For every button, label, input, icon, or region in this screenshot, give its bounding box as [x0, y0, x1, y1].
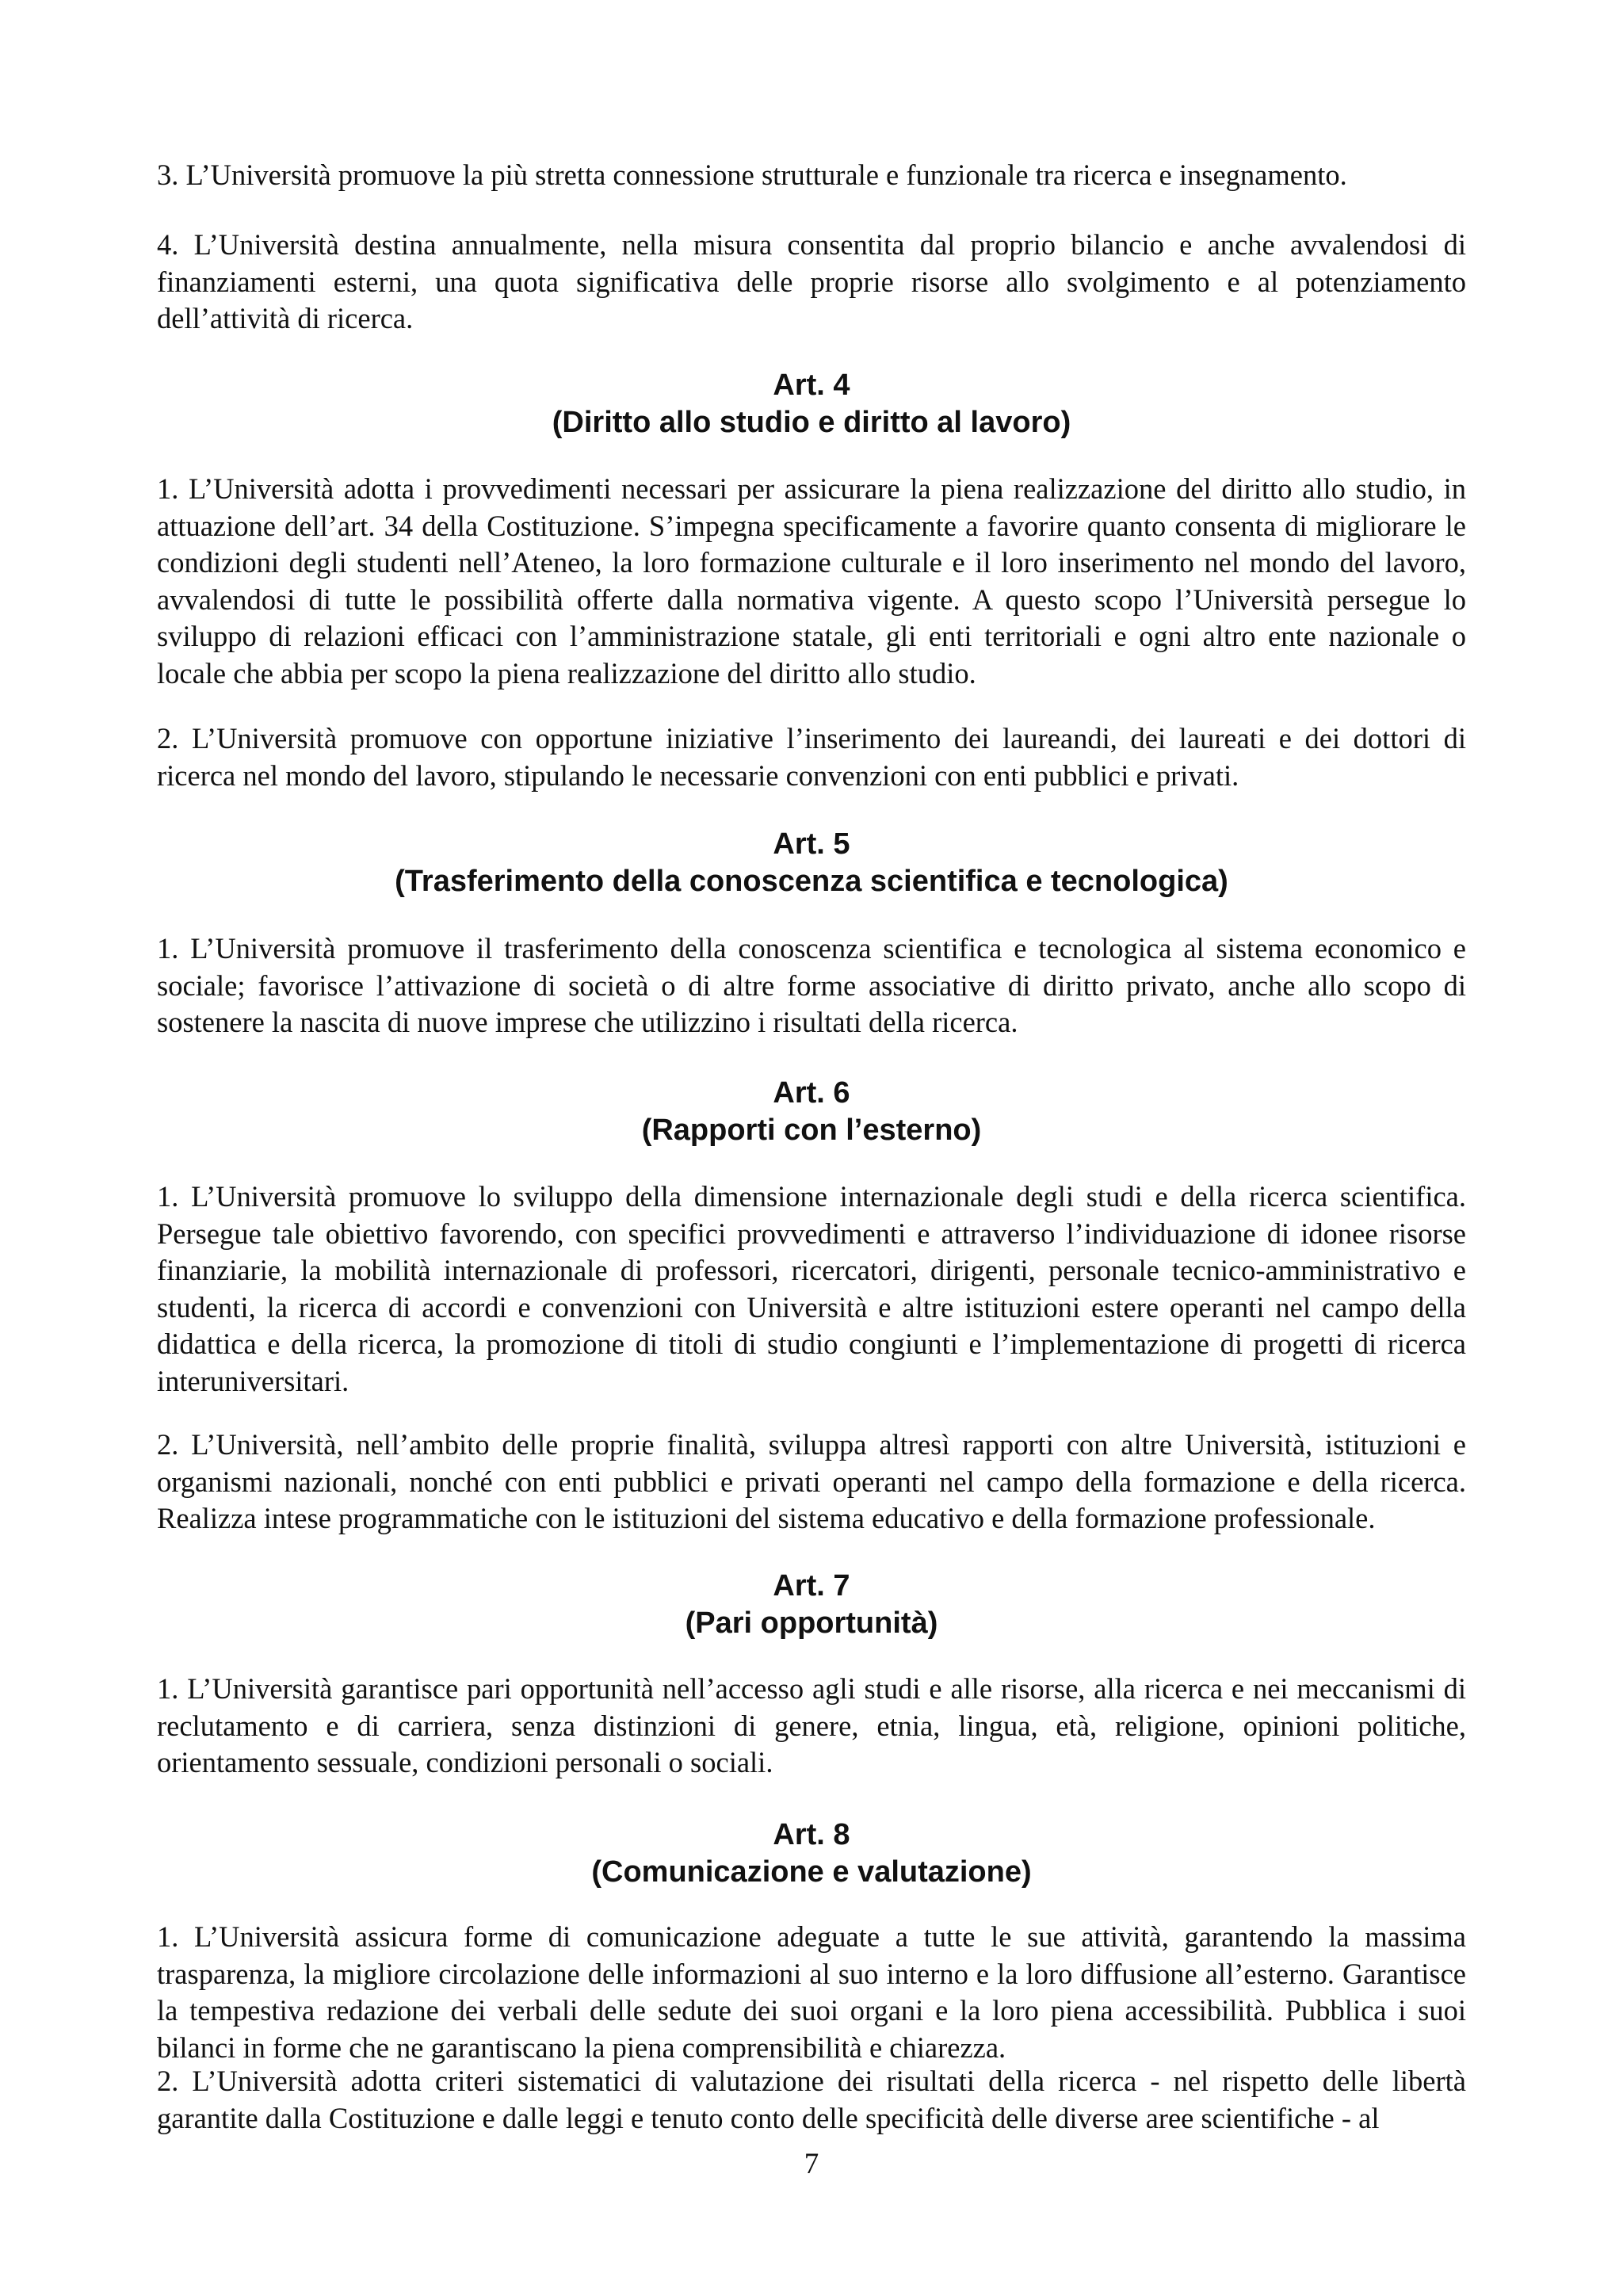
- paragraph-art8-comma1: 1. L’Università assicura forme di comunicazione adeguate a tutte le sue attività, garantendo la massima trasparenza, la migliore circolazione delle informazioni al suo interno e la loro diffusione all’esterno. Garantisce la tempestiva redazione dei verbali delle sedute dei suoi organi e la loro piena accessibilità. Pubblica i suoi bilanci in forme che ne garantiscano la piena comprensibilità e chiarezza.: [157, 1920, 1466, 2064]
- paragraph-art3-comma3: 3. L’Università promuove la più stretta connessione strutturale e funzionale tra ricerca e insegnamento.: [157, 159, 1347, 191]
- article-8-title: (Comunicazione e valutazione): [591, 1855, 1032, 1889]
- paragraph-art4-comma2: 2. L’Università promuove con opportune iniziative l’inserimento dei laureandi, dei laureati e dei dottori di ricerca nel mondo del lavoro, stipulando le necessarie convenzioni con enti pubblici e privati.: [157, 722, 1466, 792]
- paragraph-art3-comma4: 4. L’Università destina annualmente, nella misura consentita dal proprio bilancio e anche avvalendosi di finanziamenti esterni, una quota significativa delle proprie risorse allo svolgimento e al potenziamento dell’attività di ricerca.: [157, 228, 1466, 334]
- article-4-heading: [157, 367, 1466, 441]
- article-4-number: Art. 4: [773, 369, 850, 402]
- page-number: 7: [804, 2148, 819, 2180]
- document-page: [157, 0, 1466, 2296]
- article-8-number: Art. 8: [773, 1818, 850, 1851]
- paragraph-art7-comma1: 1. L’Università garantisce pari opportunità nell’accesso agli studi e alle risorse, alla ricerca e nei meccanismi di reclutamento e di carriera, senza distinzioni di genere, etnia, lingua, età, religione, opinioni politiche, orientamento sessuale, condizioni personali o sociali.: [157, 1672, 1466, 1778]
- article-5-title: (Trasferimento della conoscenza scientifica e tecnologica): [395, 865, 1228, 898]
- paragraph-art4-comma1: 1. L’Università adotta i provvedimenti necessari per assicurare la piena realizzazione del diritto allo studio, in attuazione dell’art. 34 della Costituzione. S’impegna specificamente a favorire quanto consenta di migliorare le condizioni degli studenti nell’Ateneo, la loro formazione culturale e il loro inserimento nel mondo del lavoro, avvalendosi di tutte le possibilità offerte dalla normativa vigente. A questo scopo l’Università persegue lo sviluppo di relazioni efficaci con l’amministrazione statale, gli enti territoriali e ogni altro ente nazionale o locale che abbia per scopo la piena realizzazione del diritto allo studio.: [157, 472, 1466, 690]
- article-5-number: Art. 5: [773, 827, 850, 861]
- article-4-title: (Diritto allo studio e diritto al lavoro): [552, 406, 1071, 439]
- paragraph-art5-comma1: 1. L’Università promuove il trasferimento della conoscenza scientifica e tecnologica al sistema economico e sociale; favorisce l’attivazione di società o di altre forme associative di diritto privato, anche allo scopo di sostenere la nascita di nuove imprese che utilizzino i risultati della ricerca.: [157, 932, 1466, 1038]
- paragraph-art8-comma2: 2. L’Università adotta criteri sistematici di valutazione dei risultati della ricerca - nel rispetto delle libertà garantite dalla Costituzione e dalle leggi e tenuto conto delle specificità delle diverse aree scientifiche - al: [157, 2065, 1466, 2134]
- article-6-title: (Rapporti con l’esterno): [641, 1114, 982, 1147]
- paragraph-art6-comma2: 2. L’Università, nell’ambito delle proprie finalità, sviluppa altresì rapporti con altre Università, istituzioni e organismi nazionali, nonché con enti pubblici e privati operanti nel campo della formazione e della ricerca. Realizza intese programmatiche con le istituzioni del sistema educativo e della formazione professionale.: [157, 1428, 1466, 1534]
- article-7-heading: [157, 1568, 1466, 1642]
- article-7-number: Art. 7: [773, 1569, 850, 1603]
- paragraph-art6-comma1: 1. L’Università promuove lo sviluppo della dimensione internazionale degli studi e della ricerca scientifica. Persegue tale obiettivo favorendo, con specifici provvedimenti e attraverso l’individuazione di idonee risorse finanziarie, la mobilità internazionale di professori, ricercatori, dirigenti, personale tecnico-amministrativo e studenti, la ricerca di accordi e convenzioni con Università e altre istituzioni estere operanti nel campo della didattica e della ricerca, la promozione di titoli di studio congiunti e l’implementazione di progetti di ricerca interuniversitari.: [157, 1180, 1466, 1397]
- article-7-title: (Pari opportunità): [685, 1606, 938, 1640]
- article-6-number: Art. 6: [773, 1076, 850, 1110]
- article-6-heading: [157, 1075, 1466, 1149]
- article-8-heading: [157, 1817, 1466, 1891]
- article-5-heading: [157, 826, 1466, 900]
